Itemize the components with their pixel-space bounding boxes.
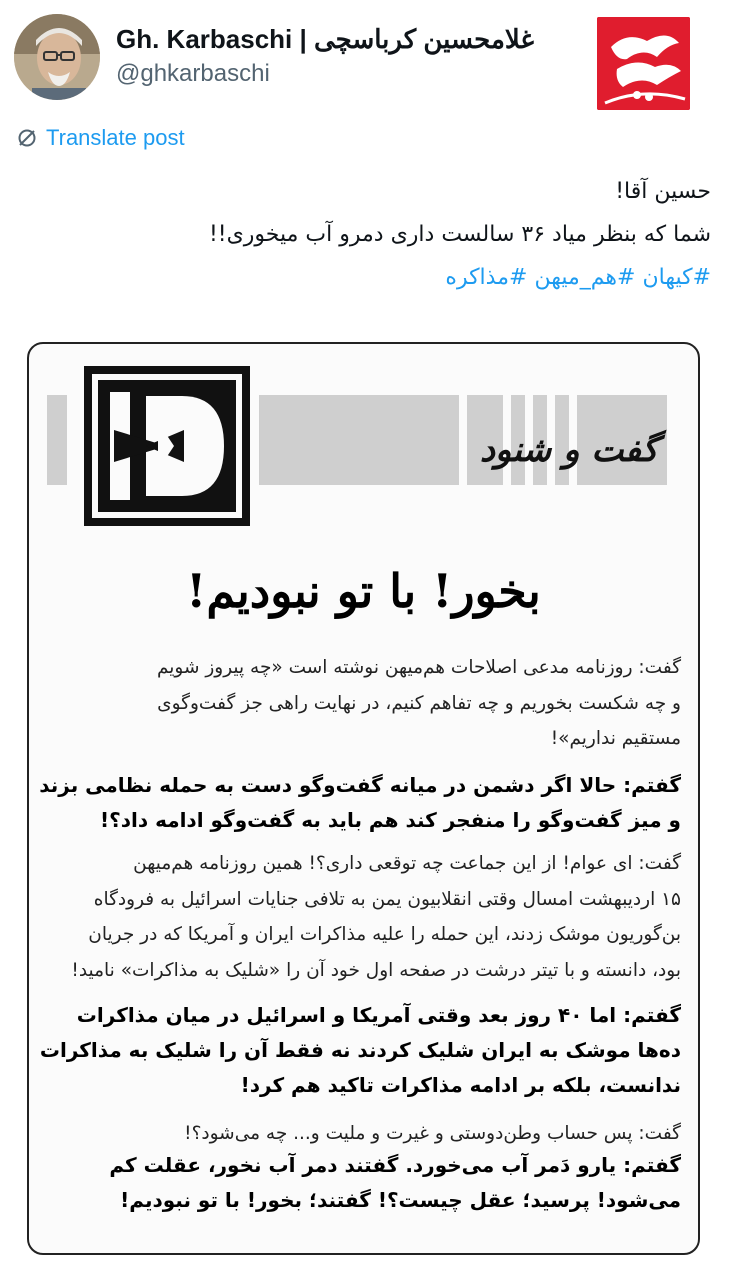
translate-post-link[interactable]	[16, 125, 185, 151]
headline: بخور! با تو نبودیم!	[186, 564, 541, 618]
paragraph-line: مستقیم نداریم»!	[550, 728, 681, 749]
paragraph-line: بن‌گوریون موشک زدند، این حمله را علیه مذاکرات ایران و آمریکا که در جریان	[88, 924, 681, 945]
paragraph-line: گفت: پس حساب وطن‌دوستی و غیرت و ملیت و... چه می‌شود؟!	[184, 1123, 681, 1144]
paragraph-line: گفت: روزنامه مدعی اصلاحات هم‌میهن نوشته است «چه پیروز شویم	[156, 657, 681, 678]
paragraph-line: بود، دانسته و با تیتر درشت در صفحه اول خود آن را «شلیک به مذاکرات» نامید!	[71, 959, 681, 981]
hashtag-link[interactable]: #هم_میهن	[534, 265, 636, 290]
dialogue-paragraph	[47, 1116, 681, 1152]
paragraph-line: گفتم: یارو دَمر آب می‌خورد. گفتند دمر آب نخور، عقلت کم	[109, 1153, 681, 1177]
hammihan-logo-icon	[597, 17, 690, 110]
paragraph-line: و چه شکست بخوریم و چه تفاهم کنیم، در نهایت راهی جز گفت‌وگوی	[157, 692, 681, 714]
paragraph-line: گفت: ای عوام! از این جماعت چه توقعی داری؟! همین روزنامه هم‌میهن	[133, 853, 681, 874]
goft-o-shonood-emblem-icon	[84, 366, 250, 526]
translate-icon	[16, 127, 38, 149]
avatar[interactable]	[14, 14, 100, 100]
hashtag-row	[21, 256, 711, 299]
paragraph-line: ندانست، بلکه بر ادامه مذاکرات تاکید هم کرد!	[240, 1073, 681, 1097]
paragraph-line: گفتم: اما ۴۰ روز بعد وقتی آمریکا و اسرائیل در میان مذاکرات	[76, 1003, 681, 1027]
hashtag-link[interactable]: #مذاکره	[445, 265, 528, 290]
translate-post-label: Translate post	[46, 125, 185, 150]
post-text-line: حسین آقا!	[615, 179, 711, 204]
paragraph-line: گفتم: حالا اگر دشمن در میانه گفت‌وگو دست به حمله نظامی بزند	[39, 773, 681, 797]
paragraph-line: می‌شود! پرسید؛ عقل چیست؟! گفتند؛ بخور! با تو نبودیم!	[120, 1188, 681, 1212]
paragraph-line: ده‌ها موشک به ایران شلیک کردند نه فقط آن را شلیک به مذاکرات	[39, 1038, 681, 1062]
author-name[interactable]: Gh. Karbaschi | غلامحسین کرباسچی	[116, 24, 534, 54]
paragraph-line: ۱۵ اردیبهشت امسال وقتی انقلابیون یمن به تلافی جنایات اسرائیل به فرودگاه	[93, 888, 681, 910]
dialogue-paragraph	[47, 846, 681, 988]
dialogue-paragraph	[39, 768, 681, 838]
post-text	[21, 170, 711, 299]
post-image[interactable]	[27, 342, 700, 1255]
dialogue-paragraph	[47, 1148, 681, 1218]
dialogue-paragraph	[39, 998, 681, 1103]
profile-photo-icon	[14, 14, 100, 100]
author-handle[interactable]: @ghkarbaschi	[116, 60, 270, 87]
post-text-line: شما که بنظر میاد ۳۶ سالست داری دمرو آب میخوری!!	[208, 222, 711, 247]
section-title: گفت و شنود	[479, 430, 659, 470]
dialogue-paragraph	[47, 650, 681, 757]
hammihan-logo	[597, 17, 690, 110]
hashtag-link[interactable]: #کیهان	[642, 265, 711, 290]
paragraph-line: و میز گفت‌وگو را منفجر کند هم باید به گفت‌وگو ادامه داد؟!	[100, 808, 681, 832]
